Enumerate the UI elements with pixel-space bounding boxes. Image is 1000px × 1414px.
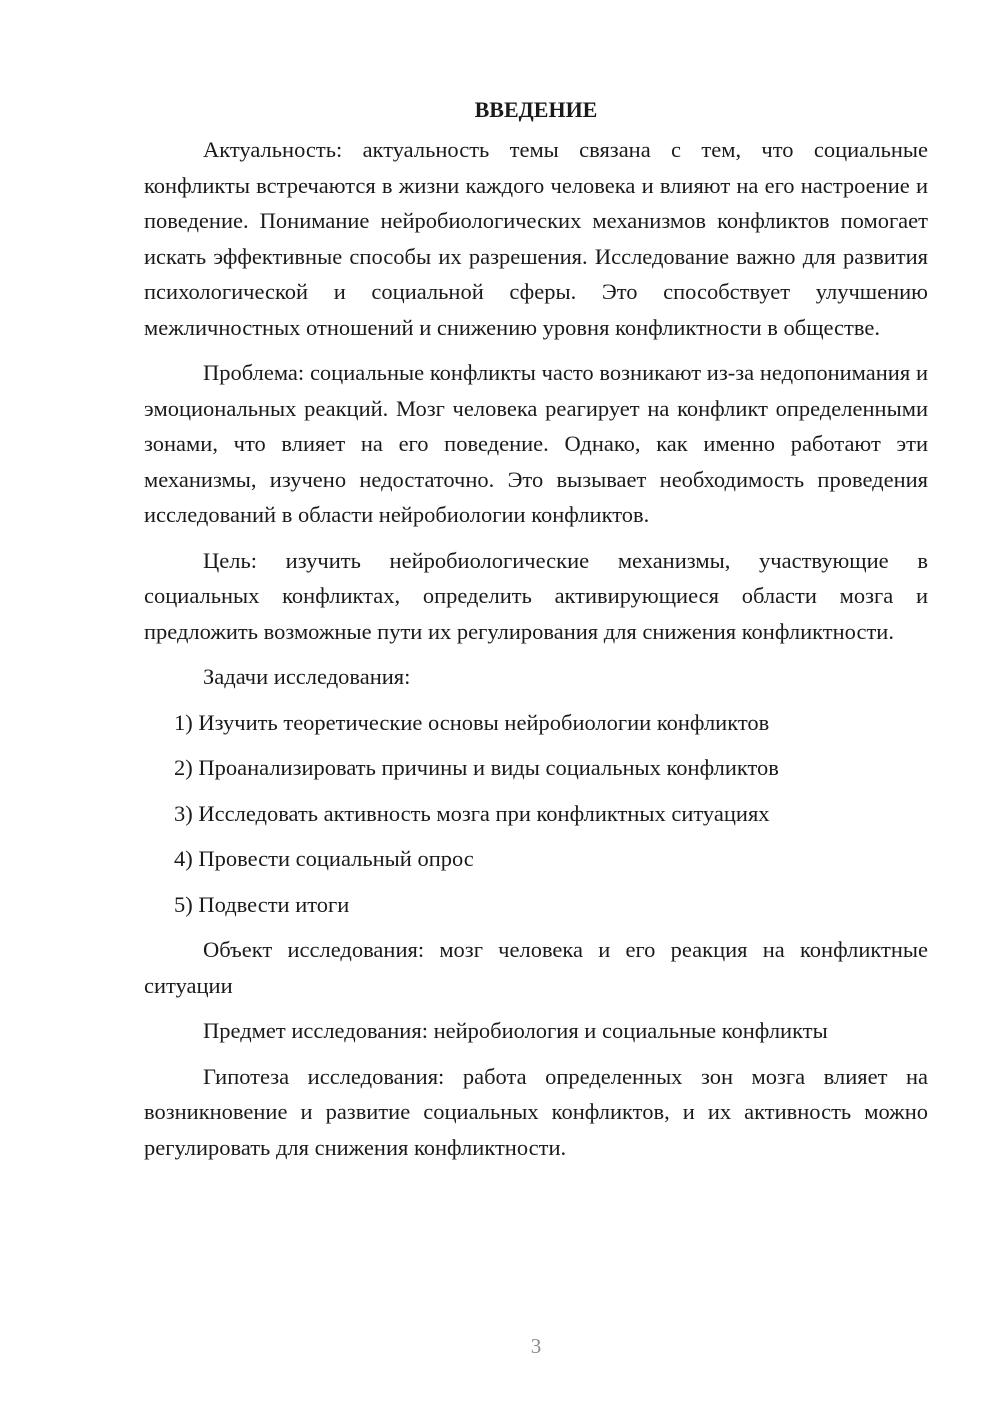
subject-paragraph: Предмет исследования: нейробиология и социальные конфликты — [203, 1018, 828, 1043]
object-paragraph: Объект исследования: мозг человека и его реакция на конфликтные ситуации — [144, 937, 928, 998]
relevance-paragraph: Актуальность: актуальность темы связана с тем, что социальные конфликты встречаются в жизни каждого человека и влияют на его настроение и поведение. Понимание нейробиологических механизмов конфликтов помогает искать эффективные способы их разрешения. Исследование важно для развития психологической и социальной сферы. Это способствует улучшению межличностных отношений и снижению уровня конфликтности в обществе. — [144, 137, 928, 340]
list-item: 1) Изучить теоретические основы нейробиологии конфликтов — [174, 709, 770, 735]
list-item: 2) Проанализировать причины и виды социальных конфликтов — [174, 755, 779, 780]
list-item: 5) Подвести итоги — [174, 891, 350, 917]
hypothesis-paragraph: Гипотеза исследования: работа определенных зон мозга влияет на возникновение и развитие социальных конфликтов, и их активность можно регулировать для снижения конфликтности. — [144, 1063, 928, 1160]
list-item: 3) Исследовать активность мозга при конфликтных ситуациях — [174, 800, 770, 826]
goal-paragraph: Цель: изучить нейробиологические механизмы, участвующие в социальных конфликтах, определить активирующиеся области мозга и предложить возможные пути их регулирования для снижения конфликтности. — [144, 547, 928, 644]
list-item: 4) Провести социальный опрос — [174, 846, 474, 871]
page-number: 3 — [530, 1334, 542, 1358]
tasks-list — [144, 705, 928, 923]
section-heading: ВВЕДЕНИЕ — [474, 97, 598, 122]
tasks-title: Задачи исследования: — [203, 664, 411, 689]
page-content — [144, 92, 928, 1175]
problem-paragraph: Проблема: социальные конфликты часто возникают из-за недопонимания и эмоциональных реакций. Мозг человека реагирует на конфликт определенными зонами, что влияет на его поведение. Однако, как именно работают эти механизмы, изучено недостаточно. Это вызывает необходимость проведения исследований в области нейробиологии конфликтов. — [144, 360, 928, 527]
